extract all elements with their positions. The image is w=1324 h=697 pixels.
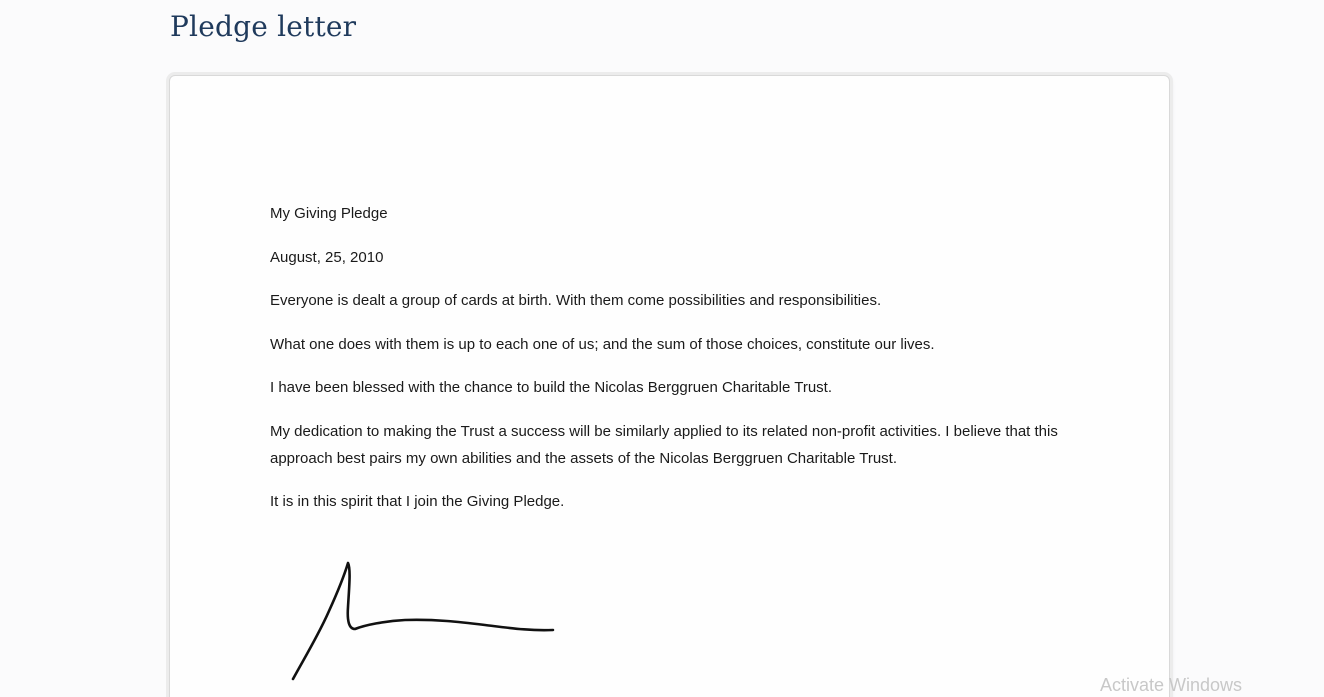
letter-paragraph: My dedication to making the Trust a success will be similarly applied to its related non-profit activities. I believe that this approach best pairs my own abilities and the assets of the Nicolas Berggruen Charitable Trust. <box>270 422 1058 467</box>
page-title: Pledge letter <box>170 10 357 43</box>
pledge-letter-card <box>169 75 1170 697</box>
letter-paragraph: Everyone is dealt a group of cards at birth. With them come possibilities and responsibilities. <box>270 292 882 309</box>
signature-image <box>285 559 565 689</box>
letter-body <box>270 200 1080 532</box>
letter-paragraph: It is in this spirit that I join the Giving Pledge. <box>270 493 565 510</box>
letter-date: August, 25, 2010 <box>270 248 384 266</box>
letter-heading: My Giving Pledge <box>270 205 388 222</box>
letter-paragraph: I have been blessed with the chance to build the Nicolas Berggruen Charitable Trust. <box>270 379 833 396</box>
letter-paragraph: What one does with them is up to each one of us; and the sum of those choices, constitute our lives. <box>270 335 935 353</box>
activate-windows-watermark: Activate Windows <box>1100 675 1243 695</box>
